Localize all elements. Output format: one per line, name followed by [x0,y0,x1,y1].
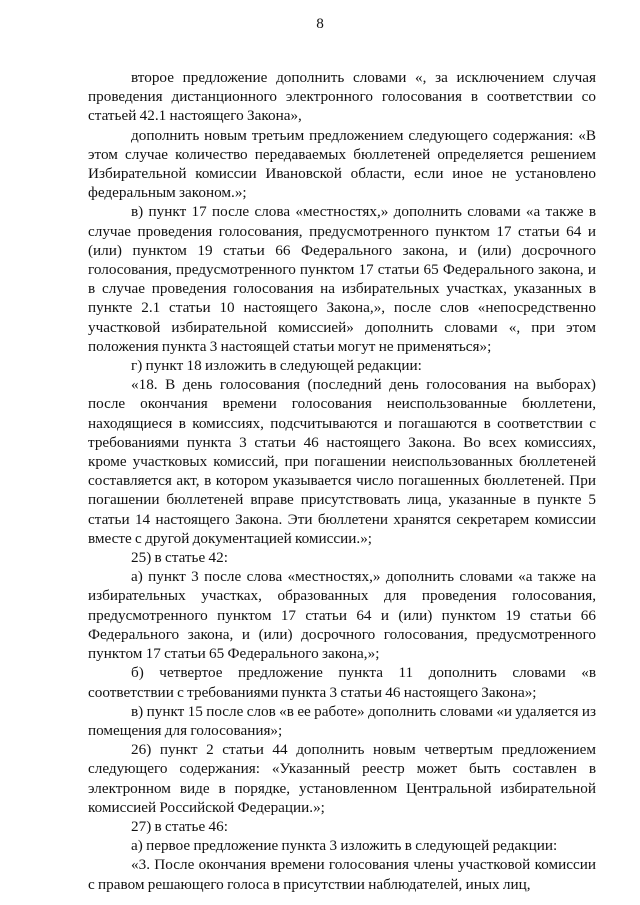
paragraph: 26) пункт 2 статьи 44 дополнить новым четвертым предложением следующего содержания: «Указанный реестр может быть составлен в электронном виде в порядке, установленном Центральной избирательной комиссией Российской Федерации.»; [88,741,596,816]
paragraph: дополнить новым третьим предложением следующего содержания: «В этом случае количество передаваемых бюллетеней определяется решением Избирательной комиссии Ивановской области, если иное не установлено федеральным законом.»; [88,126,596,202]
paragraph: б) четвертое предложение пункта 11 дополнить словами «в соответствии с требованиями пункта 3 статьи 46 настоящего Закона»; [88,664,596,701]
paragraph: а) пункт 3 после слова «местностях,» дополнить словами «а также на избирательных участках, образованных для проведения голосования, предусмотренного пунктом 17 статьи 64 и (или) пунктом 19 статьи 66 Федерального закона, и (или) досрочного голосования, предусмотренного пунктом 17 статьи 65 Федерального закона,»; [88,568,596,663]
paragraph: второе предложение дополнить словами «, за исключением случая проведения дистанционного электронного голосования в соответствии со статьей 42.1 настоящего Закона», [88,69,596,125]
paragraph: 25) в статье 42: [131,549,228,567]
paragraph: а) первое предложение пункта 3 изложить в следующей редакции: [131,837,558,855]
paragraph: «18. В день голосования (последний день голосования на выборах) после окончания времени голосования неиспользованные бюллетени, находящиеся в комиссиях, подсчитываются и погашаются в соответствии с требованиями пункта 3 статьи 46 настоящего Закона. Во всех комиссиях, кроме участковых комиссий, при погашении неиспользованных бюллетеней составляется акт, в котором указывается число погашенных бюллетеней. При погашении бюллетеней вправе присутствовать лица, указанные в пункте 5 статьи 14 настоящего Закона. Эти бюллетени хранятся секретарем комиссии вместе с другой документацией комиссии.»; [88,376,596,547]
paragraph: в) пункт 17 после слова «местностях,» дополнить словами «а также в случае проведения голосования, предусмотренного пунктом 17 статьи 64 и (или) пунктом 19 статьи 66 Федерального закона, и (или) досрочного голосования, предусмотренного пунктом 17 статьи 65 Федерального закона, и в случае проведения голосования на избирательных участках, указанных в пункте 2.1 статьи 10 настоящего Закона,», после слов «непосредственно участковой избирательной комиссией» дополнить словами «, при этом положения пункта 3 настоящей статьи могут не применяться»; [88,203,596,355]
paragraph: 27) в статье 46: [131,817,228,835]
paragraph: г) пункт 18 изложить в следующей редакции: [131,357,422,375]
paragraph: «3. После окончания времени голосования члены участковой комиссии с правом решающего голоса в присутствии наблюдателей, иных лиц, [88,856,596,893]
document-body [88,68,596,894]
paragraph: в) пункт 15 после слов «в ее работе» дополнить словами «и удаляется из помещения для голосования»; [88,702,596,739]
page-number: 8 [316,15,324,32]
